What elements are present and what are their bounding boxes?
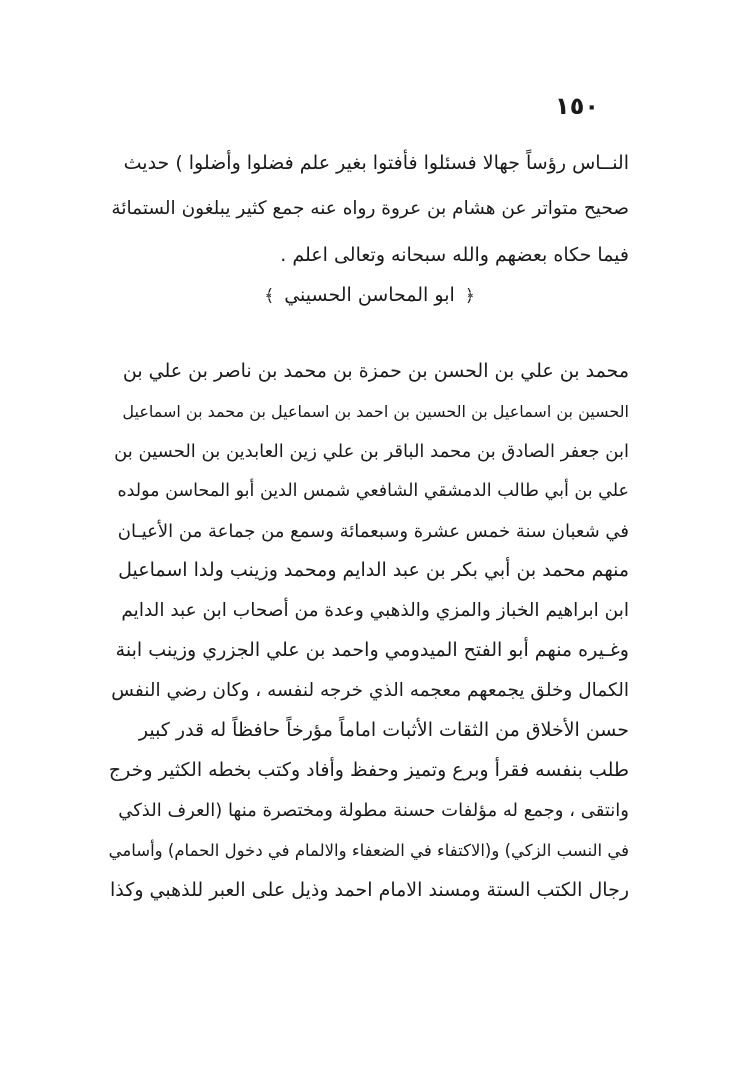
intro-line: فيما حكاه بعضهم والله سبحانه وتعالى اعلم . — [280, 244, 629, 266]
bio-line: منهم محمد بن أبي بكر بن عبد الدايم ومحمد وزينب ولدا اسماعيل — [118, 559, 629, 582]
bio-line: حسن الأخلاق من الثقات الأثبات اماماً مؤرخاً حافظاً له قدر كبير — [138, 719, 629, 742]
ornament-bracket-icon: ﴿ — [464, 286, 475, 306]
bio-line: الحسين بن اسماعيل بن الحسين بن احمد بن اسماعيل بن محمد بن اسماعيل — [122, 401, 629, 421]
bio-line: ابن جعفر الصادق بن محمد الباقر بن علي زين العابدين بن الحسين بن — [114, 440, 629, 462]
bio-line: ابن ابراهيم الخباز والمزي والذهبي وعدة من أصحاب ابن عبد الدايم — [121, 600, 629, 622]
bio-line: وانتقى ، وجمع له مؤلفات حسنة مطولة ومختصرة منها (العرف الذكي — [118, 799, 629, 821]
bio-line: طلب بنفسه فقرأ وبرع وتميز وحفظ وأفاد وكتب بخطه الكثير وخرج — [108, 758, 629, 781]
section-heading-text: ابو المحاسن الحسيني — [284, 284, 455, 306]
bio-line: محمد بن علي بن الحسن بن حمزة بن محمد بن ناصر بن علي بن — [122, 360, 629, 382]
bio-line: في النسب الزكي) و(الاكتفاء في الضعفاء والالمام في دخول الحمام) وأسامي — [108, 840, 629, 860]
biography-paragraph — [109, 352, 629, 910]
intro-paragraph — [109, 140, 629, 278]
ornament-bracket-icon: ﴾ — [264, 286, 275, 306]
bio-line: رجال الكتب الستة ومسند الامام احمد وذيل على العبر للذهبي وكذا — [110, 878, 629, 901]
bio-line: الكمال وخلق يجمعهم معجمه الذي خرجه لنفسه ، وكان رضي النفس — [111, 680, 629, 702]
page-number: ١٥٠ — [555, 92, 599, 120]
bio-line: وغـيره منهم أبو الفتح الميدومي واحمد بن علي الجزري وزينب ابنة — [115, 639, 629, 662]
bio-line: في شعبان سنة خمس عشرة وسبعمائة وسمع من جماعة من الأعيـان — [117, 520, 629, 542]
intro-line: صحيح متواتر عن هشام بن عروة رواه عنه جمع كثير يبلغون الستمائة — [111, 198, 629, 219]
intro-line: النــاس رؤساً جهالا فسئلوا فأفتوا بغير علم فضلوا وأضلوا ) حديث — [123, 152, 629, 174]
section-heading — [0, 284, 739, 306]
bio-line: علي بن أبي طالب الدمشقي الشافعي شمس الدين أبو المحاسن مولده — [117, 480, 629, 501]
